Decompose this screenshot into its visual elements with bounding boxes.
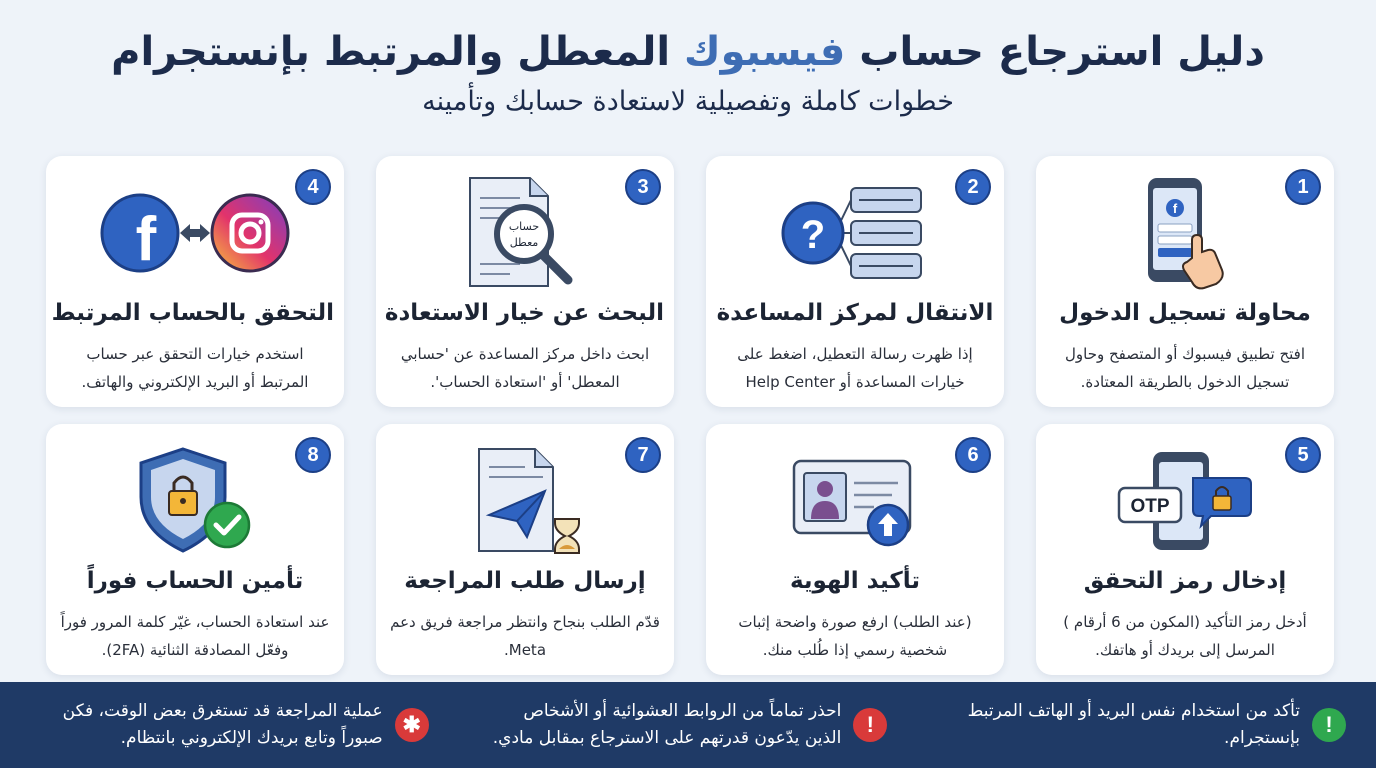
asterisk-icon: ✱ [395,708,429,742]
tip-text: تأكد من استخدام نفس البريد أو الهاتف المرتبط بإنستجرام. [967,701,1300,748]
otp-icon [1115,446,1255,556]
step-desc: افتح تطبيق فيسبوك أو المتصفح وحاول تسجيل الدخول بالطريقة المعتادة. [1065,345,1305,391]
step-card-8 [46,424,344,675]
send-request-icon [465,445,585,557]
title-part1: دليل استرجاع حساب [859,29,1265,75]
step-desc: قدّم الطلب بنجاح وانتظر مراجعة فريق دعم Meta. [390,613,660,659]
title-part2: المعطل والمرتبط بإنستجرام [111,29,671,75]
page-subtitle: خطوات كاملة وتفصيلية لاستعادة حسابك وتأمينه [422,86,954,117]
step-number-badge: 7 [625,437,661,473]
step-number-badge: 3 [625,169,661,205]
warning-icon: ! [853,708,887,742]
step-title: إرسال طلب المراجعة [404,568,646,594]
help-center-icon [775,178,935,288]
step-card-5 [1036,424,1334,675]
id-upload-icon [790,451,920,551]
step-number-badge: 8 [295,437,331,473]
step-desc: (عند الطلب) ارفع صورة واضحة إثبات شخصية رسمي إذا طُلب منك. [738,613,972,659]
step-number-badge: 6 [955,437,991,473]
step-card-4 [46,156,344,407]
step-title: إدخال رمز التحقق [1083,568,1287,594]
svg-text:f: f [1172,201,1178,216]
title-accent: فيسبوك [684,29,846,75]
step-desc: استخدم خيارات التحقق عبر حساب المرتبط أو البريد الإلكتروني والهاتف. [81,345,309,391]
tip-text: عملية المراجعة قد تستغرق بعض الوقت، فكن صبوراً وتابع بريدك الإلكتروني بانتظام. [62,701,383,748]
page-title [0,28,1376,76]
steps-grid [44,156,1334,658]
step-number-badge: 1 [1285,169,1321,205]
step-card-1 [1036,156,1334,407]
svg-text:f: f [135,205,157,274]
phone-login-icon [1130,174,1240,292]
step-card-6 [706,424,1004,675]
step-title: تأكيد الهوية [789,568,921,594]
step-desc: ابحث داخل مركز المساعدة عن 'حسابي المعطل' أو 'استعادة الحساب'. [400,345,650,391]
exclamation-icon: ! [1312,708,1346,742]
svg-text:?: ? [800,213,826,257]
tip-text: احذر تماماً من الروابط العشوائية أو الأشخاص الذين يدّعون قدرتهم على الاسترجاع بمقابل مادي. [492,701,842,748]
otp-label: OTP [1130,496,1170,517]
step-desc: أدخل رمز التأكيد (المكون من 6 أرقام ) المرسل إلى بريدك أو هاتفك. [1063,613,1307,659]
step-title: التحقق بالحساب المرتبط [51,300,334,326]
shield-lock-icon [135,445,255,557]
step-card-7 [376,424,674,675]
step-number-badge: 5 [1285,437,1321,473]
step-card-2 [706,156,1004,407]
icon-text-1: حساب [508,220,540,233]
header [0,28,1376,118]
step-number-badge: 4 [295,169,331,205]
step-title: تأمين الحساب فوراً [86,568,304,594]
icon-text-2: معطل [509,236,539,249]
step-title: البحث عن خيار الاستعادة [384,300,664,326]
step-number-badge: 2 [955,169,991,205]
document-search-icon [460,174,590,292]
step-title: محاولة تسجيل الدخول [1059,300,1311,326]
step-card-3 [376,156,674,407]
step-desc: عند استعادة الحساب، غيّر كلمة المرور فوراً وفعّل المصادقة الثنائية (2FA). [60,613,330,659]
tip-item [0,698,459,752]
step-title: الانتقال لمركز المساعدة [716,300,994,326]
tip-item [459,698,918,752]
tip-item [917,698,1376,752]
tips-footer [0,682,1376,768]
facebook-instagram-link-icon [100,188,290,278]
step-desc: إذا ظهرت رسالة التعطيل، اضغط على خيارات المساعدة أو Help Center [737,345,973,391]
